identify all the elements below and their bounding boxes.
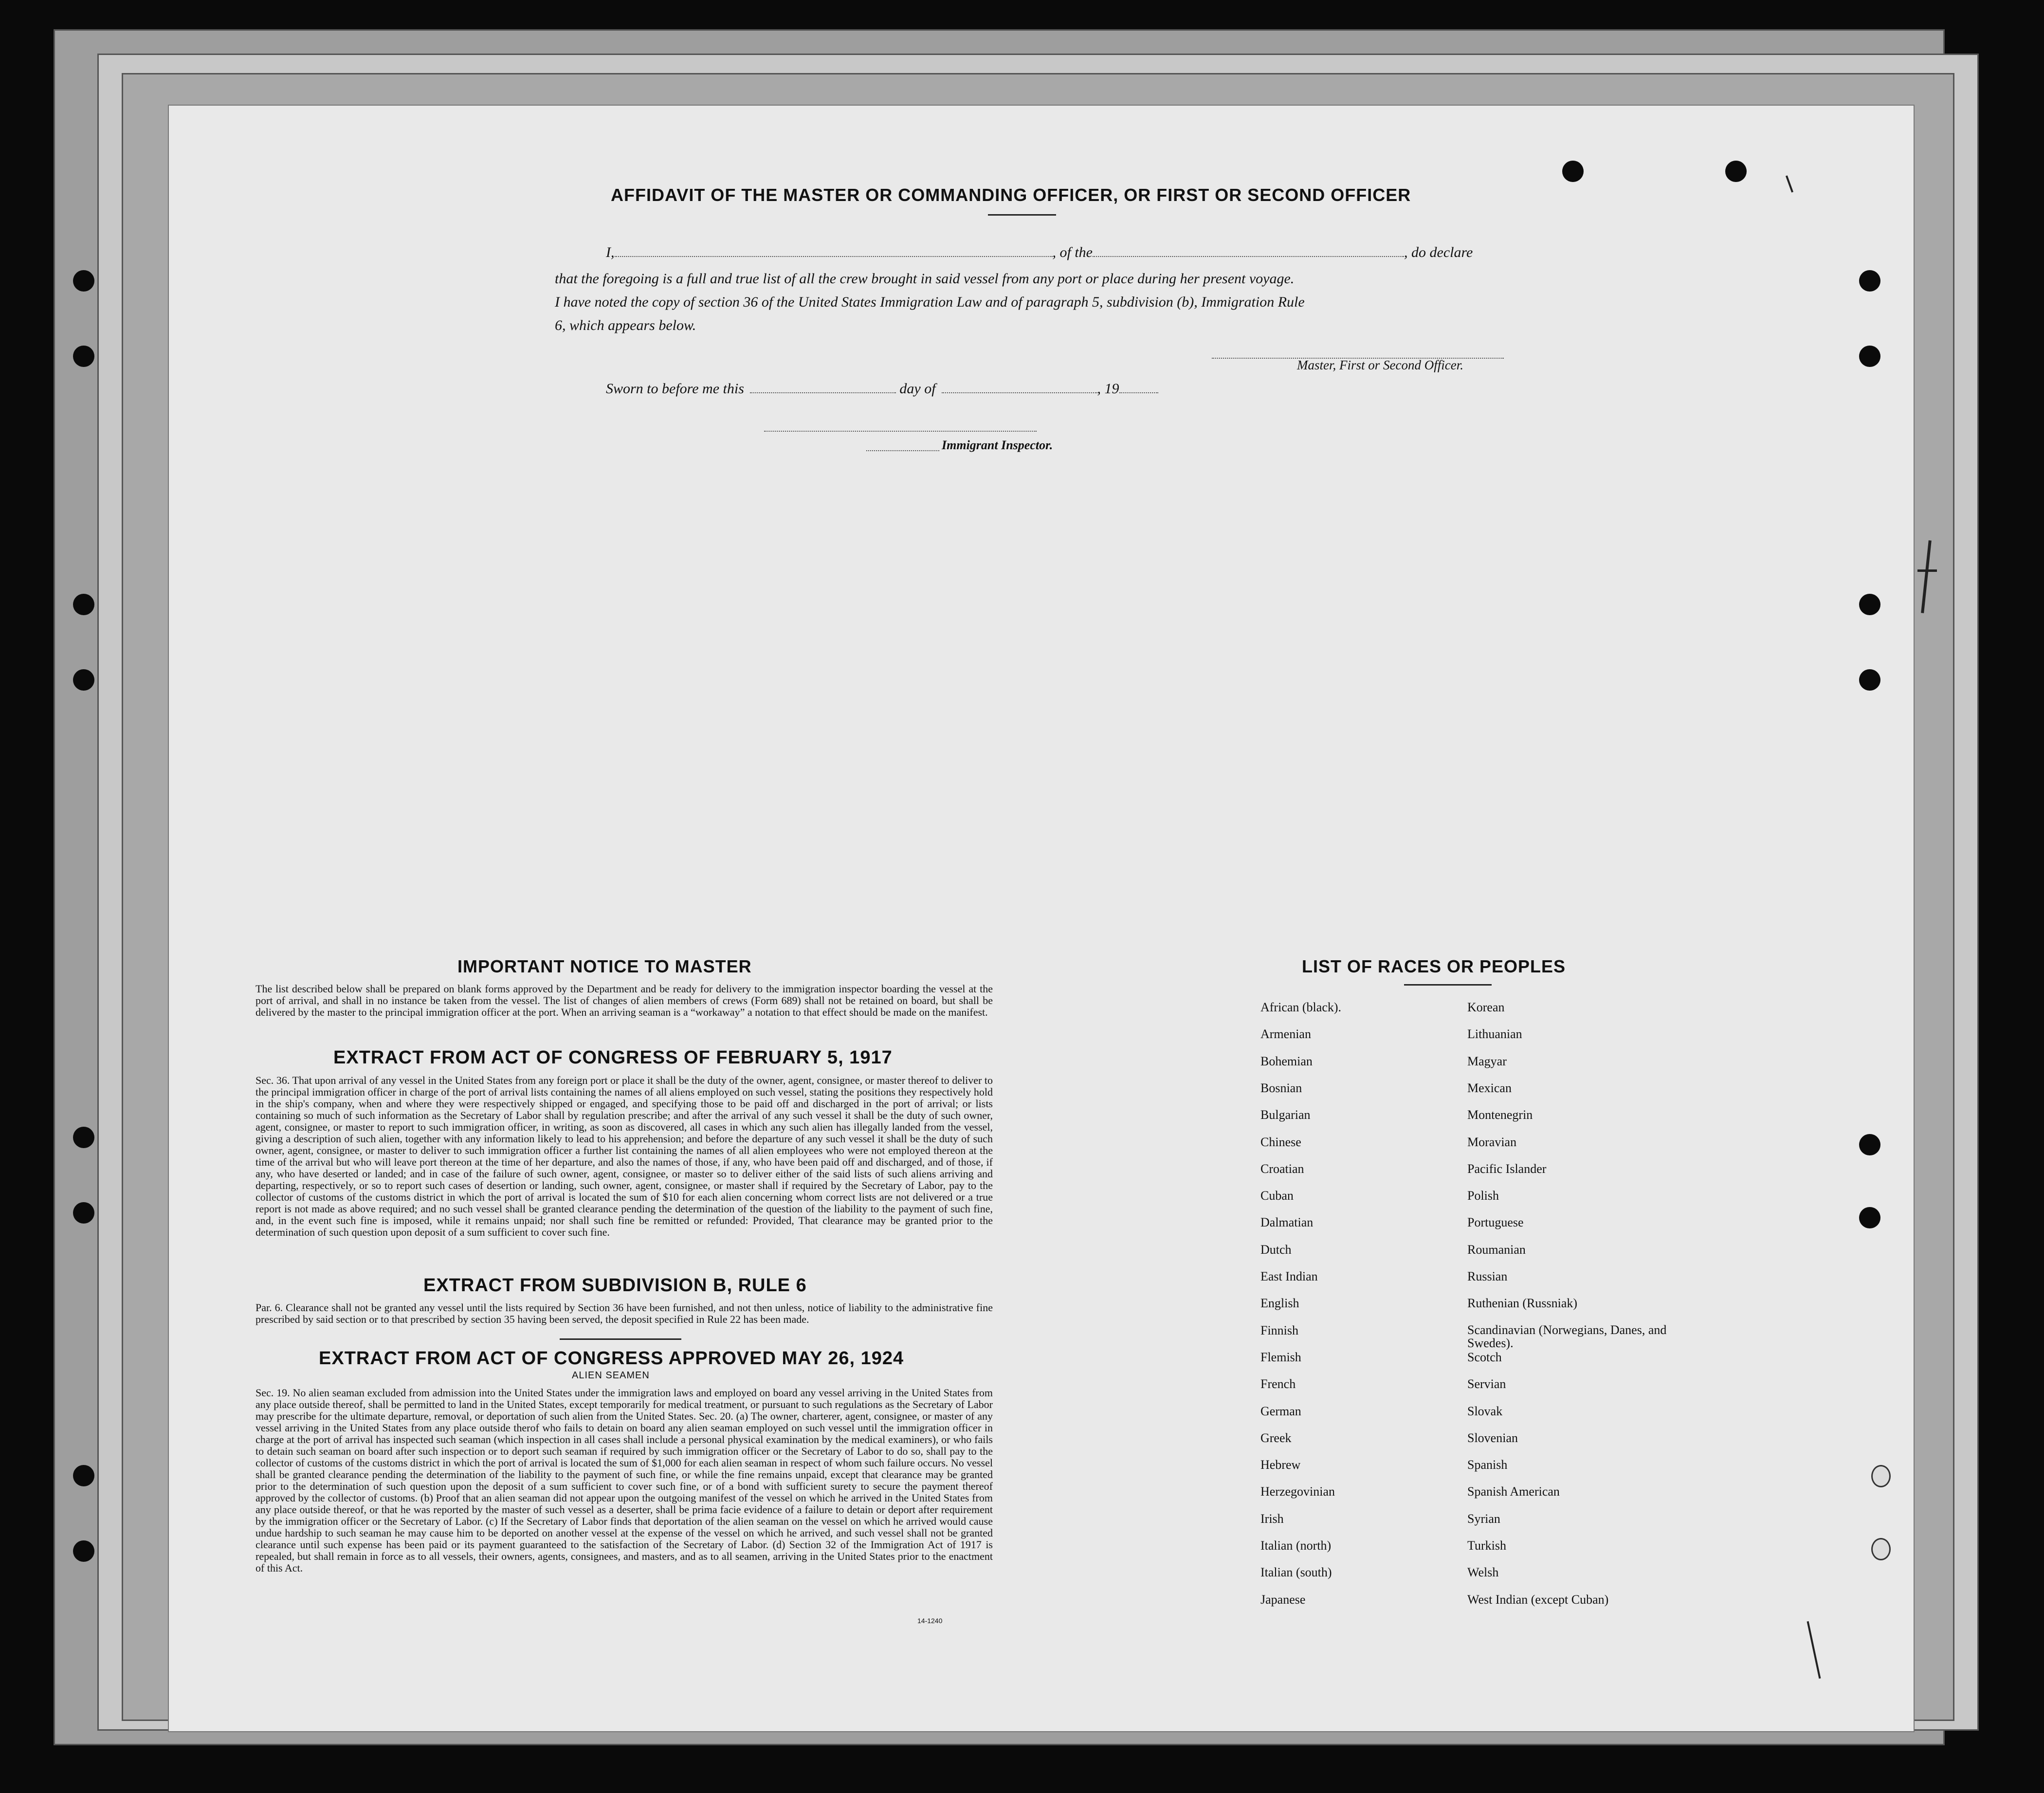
race-list-item: Hebrew xyxy=(1260,1458,1301,1472)
affidavit-line-4: 6, which appears below. xyxy=(555,317,696,333)
race-list-item: Croatian xyxy=(1260,1162,1304,1176)
race-list-item: Magyar xyxy=(1467,1054,1507,1068)
punch-hole-outline-icon xyxy=(1871,1465,1891,1487)
affidavit-of-the-label: , of the xyxy=(1052,244,1093,260)
race-list-item: Mexican xyxy=(1467,1081,1512,1095)
race-list-item: Slovenian xyxy=(1467,1431,1518,1445)
year-label: , 19 xyxy=(1097,381,1119,397)
punch-hole-outline-icon xyxy=(1871,1538,1891,1560)
race-list-item: Welsh xyxy=(1467,1565,1499,1579)
punch-hole-icon xyxy=(73,270,94,292)
race-list-item: Turkish xyxy=(1467,1538,1506,1553)
race-list-item: Dutch xyxy=(1260,1243,1292,1257)
race-list-item: Syrian xyxy=(1467,1512,1500,1526)
race-list-item: Korean xyxy=(1467,1000,1505,1014)
race-list-item: Polish xyxy=(1467,1189,1499,1203)
races-title: LIST OF RACES OR PEOPLES xyxy=(1302,956,1566,976)
race-list-item: Moravian xyxy=(1467,1135,1517,1149)
punch-hole-icon xyxy=(73,1465,94,1486)
notice-text: The list described below shall be prepared on blank forms approved by the Department and be ready for delivery to the immigration inspector boarding the vessel at the port of arrival, and shall in no instance be taken from the vessel. The list of changes of alien members of crews (Form 689) shall not be retained on board, but shall be delivered by the master to the principal immigration officer at the port. When an arriving seaman is a “workaway” a notation to that effect should be made on the manifest. xyxy=(256,983,993,1018)
form-number: 14-1240 xyxy=(917,1617,943,1625)
race-list-item: Portuguese xyxy=(1467,1215,1524,1229)
inspector-signature-field-2[interactable] xyxy=(866,450,939,451)
race-list-item: Lithuanian xyxy=(1467,1027,1522,1041)
extract-1924-title: EXTRACT FROM ACT OF CONGRESS APPROVED MAY 26, 1924 xyxy=(319,1348,904,1369)
sworn-year-field[interactable] xyxy=(1119,392,1158,393)
punch-hole-icon xyxy=(73,594,94,615)
race-list-item: East Indian xyxy=(1260,1269,1318,1283)
extract-1924-text: Sec. 19. No alien seaman excluded from admission into the United States under the immigration laws and employed on board any vessel arriving in the United States from any place outside thereof, shall be permitted to land in the United States, except temporarily for medical treatment, or pursuant to such regulations as the Secretary of Labor may prescribe for the ultimate departure, removal, or deportation of such alien from the United States. Sec. 20. (a) The owner, charterer, agent, consignee, or master of any vessel arriving in the United States from any place outside therof who fails to detain on board any alien seaman employed on such vessel until the immigration officer in charge at the port of arrival has inspected such seaman (which inspection in all cases shall include a personal physical examination by the medical examiners), or who fails to detain such seaman on board after such inspection or to deport such seaman if required by such immigration officer or the Secretary of Labor to do so, shall pay to the collector of customs of the customs district in which the port of arrival is located the sum of $1,000 for each alien seaman in respect of whom such failure occurs. No vessel shall be granted clearance pending the determination of the liability to the payment of such fine, or while the fine remains unpaid, except that clearance may be granted prior to the determination of such question upon the deposit of a sum sufficient to cover such fine, or of a bond with sufficient surety to secure the payment thereof approved by the collector of customs. (b) Proof that an alien seaman did not appear upon the outgoing manifest of the vessel on which he arrived in the United States from any place outside thereof, or that he was reported by the master of such vessel as a deserter, shall be prima facie evidence of a failure to detain or deport after requirement by the immigration officer or the Secretary of Labor. (c) If the Secretary of Labor finds that deportation of the alien seaman on the vessel on which he arrived would cause undue hardship to such seaman he may cause him to be deported on another vessel at the expense of the vessel on which he arrived, and such vessel shall not be granted clearance until such expense has been paid or its payment guaranteed to the satisfaction of the Secretary of Labor. (d) Section 32 of the Immigration Act of 1917 is repealed, but shall remain in force as to all vessels, their owners, agents, consignees, and masters, and as to all seamen, arriving in the United States prior to the enactment of this Act. xyxy=(256,1387,993,1574)
rule-6-text: Par. 6. Clearance shall not be granted any vessel until the lists required by Section 36 have been furnished, and not then unless, notice of liability to the administrative fine prescribed by said section or to that prescribed by section 35 having been served, the deposit specified in Rule 22 has been made. xyxy=(256,1301,993,1325)
punch-hole-icon xyxy=(73,346,94,367)
sworn-month-field[interactable] xyxy=(942,392,1097,393)
race-list-item: Flemish xyxy=(1260,1350,1301,1364)
race-list-item: Scandinavian (Norwegians, Danes, and Swedes). xyxy=(1467,1323,1667,1350)
affidavit-i-label: I, xyxy=(606,244,615,260)
sworn-line xyxy=(606,381,1158,397)
extract-1917-title: EXTRACT FROM ACT OF CONGRESS OF FEBRUARY 5, 1917 xyxy=(333,1047,893,1068)
race-list-item: Montenegrin xyxy=(1467,1108,1533,1122)
race-list-item: Dalmatian xyxy=(1260,1215,1314,1229)
race-list-item: Bulgarian xyxy=(1260,1108,1311,1122)
punch-hole-icon xyxy=(1725,161,1747,182)
punch-hole-icon xyxy=(1859,1207,1880,1228)
punch-hole-icon xyxy=(73,669,94,691)
race-list-item: English xyxy=(1260,1296,1299,1310)
race-list-item: West Indian (except Cuban) xyxy=(1467,1592,1609,1607)
race-list-item: German xyxy=(1260,1404,1301,1418)
race-list-item: Italian (south) xyxy=(1260,1565,1332,1579)
rule-6-title: EXTRACT FROM SUBDIVISION B, RULE 6 xyxy=(423,1275,807,1296)
punch-hole-icon xyxy=(73,1127,94,1148)
race-list-item: Armenian xyxy=(1260,1027,1311,1041)
races-title-rule xyxy=(1404,984,1492,986)
officer-name-field[interactable] xyxy=(615,256,1053,257)
pencil-mark xyxy=(1917,569,1937,572)
punch-hole-icon xyxy=(1859,594,1880,615)
affidavit-title-rule xyxy=(988,214,1056,216)
sworn-day-field[interactable] xyxy=(750,392,896,393)
race-list-item: Cuban xyxy=(1260,1189,1294,1203)
race-list-item: Spanish xyxy=(1467,1458,1508,1472)
race-list-item: Russian xyxy=(1467,1269,1508,1283)
inspector-signature-label: Immigrant Inspector. xyxy=(942,438,1053,452)
punch-hole-icon xyxy=(1562,161,1584,182)
race-list-item: Pacific Islander xyxy=(1467,1162,1547,1176)
punch-hole-icon xyxy=(1859,270,1880,292)
race-list-item: Bosnian xyxy=(1260,1081,1302,1095)
punch-hole-icon xyxy=(1859,1134,1880,1155)
race-list-item: Finnish xyxy=(1260,1323,1299,1337)
race-list-item: Italian (north) xyxy=(1260,1538,1332,1553)
affidavit-title: AFFIDAVIT OF THE MASTER OR COMMANDING OFFICER, OR FIRST OR SECOND OFFICER xyxy=(611,185,1411,205)
race-list-item: Japanese xyxy=(1260,1592,1306,1607)
inspector-signature-field[interactable] xyxy=(764,431,1037,432)
race-list-item: Spanish American xyxy=(1467,1484,1560,1499)
race-list-item: Chinese xyxy=(1260,1135,1301,1149)
race-list-item: African (black). xyxy=(1260,1000,1342,1014)
race-list-item: Servian xyxy=(1467,1377,1506,1391)
race-list-item: French xyxy=(1260,1377,1296,1391)
punch-hole-icon xyxy=(73,1202,94,1224)
affidavit-declaration-line xyxy=(606,244,1473,261)
extract-1917-text: Sec. 36. That upon arrival of any vessel in the United States from any foreign port or place it shall be the duty of the owner, agent, consignee, or master thereof to deliver to the principal immigration officer in charge of the port of arrival lists containing the names of all aliens employed on such vessel, stating the positions they respectively hold in the ship's company, when and where they were respectively shipped or engaged, and specifying those to be paid off and discharged in the port of arrival; or lists containing so much of such information as the Secretary of Labor shall by regulation prescribe; and after the arrival of any such vessel it shall be the duty of such owner, agent, consignee, or master to report to such immigration officer, in writing, as soon as discovered, all cases in which any such alien has illegally landed from the vessel, giving a description of such alien, together with any information likely to lead to his apprehension; and before the departure of any such vessel it shall be the duty of such owner, agent, consignee, or master to deliver to such immigration officer a further list containing the names of all alien employees who were not employed thereon at the time of the arrival but who will leave port thereon at the time of her departure, and also the names of those, if any, who have been paid off and discharged, and of those, if any, who have deserted or landed; and in case of the failure of such owner, agent, consignee, or master so to deliver either of the said lists of such aliens arriving and departing, respectively, or so to report such cases of desertion or landing, such owner, agent, consignee, or master shall if required by the Secretary of Labor, pay to the collector of customs of the customs district in which the port of arrival is located the sum of $10 for each alien concerning whom correct lists are not delivered or a true report is not made as above required; and no such vessel shall be granted clearance pending the determination of the question of the liability to the payment of such fine, and, in the event such fine is imposed, while it remains unpaid; nor shall such fine be remitted or refunded: Provided, That clearance may be granted prior to the determination of such question upon deposit of a sum sufficient to cover such fine. xyxy=(256,1074,993,1238)
master-signature-label: Master, First or Second Officer. xyxy=(1297,358,1463,372)
affidavit-line-2: that the foregoing is a full and true list of all the crew brought in said vessel from any port or place during her present voyage. xyxy=(555,271,1295,287)
affidavit-declare-label: , do declare xyxy=(1404,244,1473,260)
notice-title: IMPORTANT NOTICE TO MASTER xyxy=(457,956,752,976)
day-of-label: day of xyxy=(899,381,936,397)
rule-6-divider xyxy=(560,1338,681,1340)
punch-hole-icon xyxy=(1859,346,1880,367)
race-list-item: Irish xyxy=(1260,1512,1284,1526)
race-list-item: Ruthenian (Russniak) xyxy=(1467,1296,1578,1310)
punch-hole-icon xyxy=(1859,669,1880,691)
extract-1924-subtitle: ALIEN SEAMEN xyxy=(572,1370,650,1381)
race-list-item: Slovak xyxy=(1467,1404,1503,1418)
race-list-item: Roumanian xyxy=(1467,1243,1526,1257)
vessel-name-field[interactable] xyxy=(1093,256,1404,257)
race-list-item: Greek xyxy=(1260,1431,1292,1445)
race-list-item: Herzegovinian xyxy=(1260,1484,1335,1499)
race-list-item: Bohemian xyxy=(1260,1054,1313,1068)
sworn-label: Sworn to before me this xyxy=(606,381,744,397)
punch-hole-icon xyxy=(73,1540,94,1562)
affidavit-line-3: I have noted the copy of section 36 of the United States Immigration Law and of paragraph 5, subdivision (b), Immigration Rule xyxy=(555,294,1305,310)
race-list-item: Scotch xyxy=(1467,1350,1502,1364)
